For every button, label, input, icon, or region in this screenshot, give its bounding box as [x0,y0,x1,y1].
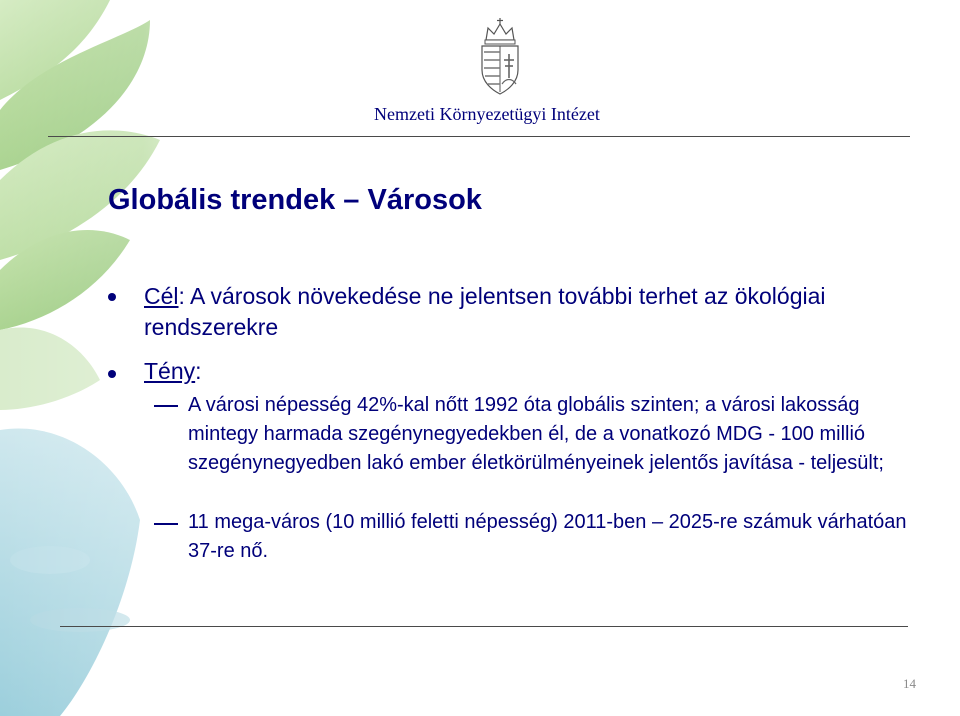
bullet-marker [108,370,116,378]
subitem-mega-cities: 11 mega-város (10 millió feletti népesség) 2011-ben – 2025-re számuk várhatóan 37-re nő. [188,511,907,562]
institute-name: Nemzeti Környezetügyi Intézet [374,104,600,124]
bullet-item-cel [144,281,844,343]
footer-divider [60,626,908,627]
header-divider [48,136,910,137]
bullet-label: Tény [144,358,196,384]
slide-title: Globális trendek – Városok [108,184,482,216]
bullet-body: : A városok növekedése ne jelentsen további terhet az ökológiai rendszerekre [144,283,826,340]
bullet-item-teny [144,356,844,387]
subitem-urban-population: A városi népesség 42%-kal nőtt 1992 óta globális szinten; a városi lakosság mintegy harmada szegénynegyedekben él, de a vonatkozó MDG - 100 millió szegénynegyedben lakó ember életkörülményeinek jelentős javítása - teljesült; [188,394,884,474]
subitem-dash [154,405,178,407]
bullet-marker [108,293,116,301]
subitem-dash [154,523,178,525]
page-number: 14 [903,676,916,691]
coat-of-arms-icon [474,18,526,96]
bullet-body: : [195,358,202,384]
bullet-label: Cél [144,283,179,309]
